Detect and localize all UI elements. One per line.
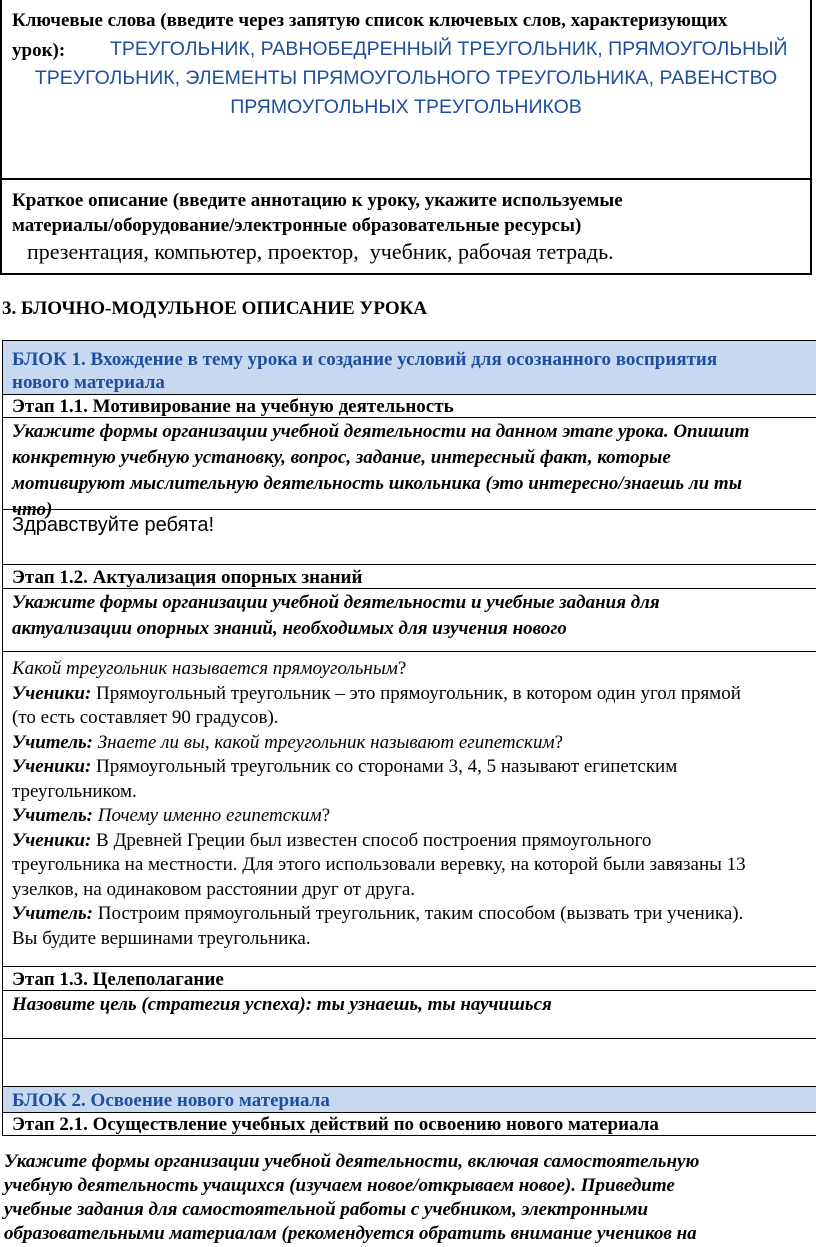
dialog-a3: Ученики: В Древней Греции был известен способ построения прямоугольного — [12, 829, 652, 851]
stage-1-2-instructions — [3, 589, 816, 652]
stage-1-3-title: Этап 1.3. Целеполагание — [3, 967, 816, 991]
dialog-q2: Учитель: Знаете ли вы, какой треугольник называют египетским? — [12, 731, 564, 753]
dialog-a2: Ученики: Прямоугольный треугольник со сторонами 3, 4, 5 называют египетским — [12, 756, 678, 777]
dialog-a1: Ученики: Прямоугольный треугольник – это прямоугольник, в котором один угол прямой — [12, 682, 741, 704]
stage-2-1-instructions — [4, 1150, 816, 1246]
stage-2-1-title: Этап 2.1. Осуществление учебных действий по освоению нового материала — [3, 1113, 816, 1136]
stage-1-1-instr-line2: конкретную учебную установку, вопрос, задание, интересный факт, которые — [12, 447, 671, 468]
stage-1-2-dialog — [3, 652, 816, 967]
section-3-title: 3. БЛОЧНО-МОДУЛЬНОЕ ОПИСАНИЕ УРОКА — [2, 298, 428, 319]
stage-1-2-instr-line1: Укажите формы организации учебной деятельности и учебные задания для — [12, 592, 660, 613]
summary-box — [0, 178, 812, 275]
stage-1-1-instr-line4: что) — [12, 499, 53, 520]
keywords-label-line2: урок): — [12, 40, 66, 61]
summary-label-line2: материалы/оборудование/электронные образовательные ресурсы) — [12, 215, 582, 236]
stage-2-1-instr-line3: учебные задания для самостоятельной работы с учебником, электронными — [4, 1199, 649, 1220]
stage-1-2-title: Этап 1.2. Актуализация опорных знаний — [3, 565, 816, 589]
dialog-q3: Учитель: Почему именно египетским? — [12, 805, 331, 826]
keywords-box — [0, 0, 812, 180]
block1-title-line1: БЛОК 1. Вхождение в тему урока и создание условий для осознанного восприятия — [12, 349, 718, 370]
summary-value: презентация, компьютер, проектор, учебник, рабочая тетрадь. — [27, 239, 614, 264]
keywords-value-line1: ТРЕУГОЛЬНИК, РАВНОБЕДРЕННЫЙ ТРЕУГОЛЬНИК, ПРЯМОУГОЛЬНЫЙ — [110, 38, 788, 60]
dialog-t4-line2: Вы будите вершинами треугольника. — [12, 927, 311, 949]
stage-1-3-content — [3, 1039, 816, 1087]
stage-1-2-instr-line2: актуализации опорных знаний, необходимых для изучения нового — [12, 618, 567, 639]
stage-2-1-instr-line4: образовательными материалам (рекомендуется обратить внимание учеников на — [4, 1223, 697, 1244]
block1-title-line2: нового материала — [12, 372, 165, 393]
stage-2-1-instr-line1: Укажите формы организации учебной деятельности, включая самостоятельную — [4, 1151, 700, 1172]
dialog-a3-line2: треугольника на местности. Для этого использовали веревку, на которой были завязаны 13 — [12, 854, 746, 875]
keywords-value-line2: ТРЕУГОЛЬНИК, ЭЛЕМЕНТЫ ПРЯМОУГОЛЬНОГО ТРЕУГОЛЬНИКА, РАВЕНСТВО — [34, 67, 778, 89]
block1-header — [3, 340, 816, 395]
stage-1-1-instr-line3: мотивируют мыслительную деятельность школьника (это интересно/знаешь ли ты — [12, 473, 742, 494]
lesson-table — [2, 340, 816, 1136]
dialog-a3-line3: узелков, на одинаковом расстоянии друг от друга. — [12, 878, 416, 900]
stage-1-1-content: Здравствуйте ребята! — [3, 510, 816, 565]
dialog-t4: Учитель: Построим прямоугольный треугольник, таким способом (вызвать три ученика). — [12, 903, 744, 924]
stage-2-1-instr-line2: учебную деятельность учащихся (изучаем новое/открываем новое). Приведите — [4, 1175, 675, 1196]
dialog-a2-line2: треугольником. — [12, 780, 137, 802]
dialog-a1-line2: (то есть составляет 90 градусов). — [12, 707, 279, 728]
keywords-value-line3: ПРЯМОУГОЛЬНЫХ ТРЕУГОЛЬНИКОВ — [230, 96, 582, 118]
stage-1-3-instructions: Назовите цель (стратегия успеха): ты узнаешь, ты научишься — [3, 991, 816, 1039]
stage-1-1-instr-line1: Укажите формы организации учебной деятельности на данном этапе урока. Опишит — [12, 421, 750, 442]
stage-1-1-instructions — [3, 418, 816, 520]
summary-label-line1: Краткое описание (введите аннотацию к уроку, укажите используемые — [12, 190, 623, 211]
keywords-label-line1: Ключевые слова (введите через запятую список ключевых слов, характеризующих — [12, 10, 728, 31]
stage-1-1-title: Этап 1.1. Мотивирование на учебную деятельность — [3, 395, 816, 418]
block2-header: БЛОК 2. Освоение нового материала — [3, 1087, 816, 1113]
dialog-q1: Какой треугольник называется прямоугольным? — [12, 658, 407, 679]
